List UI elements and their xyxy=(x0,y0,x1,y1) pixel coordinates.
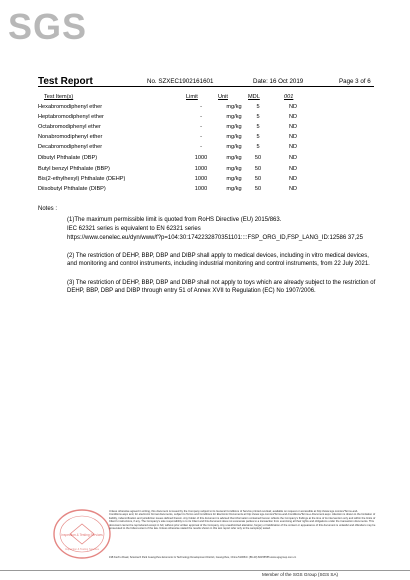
cell-mdl: 5 xyxy=(256,124,260,130)
cell-result: ND xyxy=(288,104,298,110)
footer-address: 198 Kezhu Road, Scientech Park Guangzhou Economic & Technology Development District, Guangzhou, China 510663 t (86-20) 82155555 www.sgsgroup.com.cn xyxy=(109,556,297,559)
cell-limit: - xyxy=(200,114,202,120)
cell-test-item: Octabromodiphenyl ether xyxy=(38,124,101,130)
report-title: Test Report xyxy=(38,76,93,87)
cell-result: ND xyxy=(288,155,298,161)
cell-unit: mg/kg xyxy=(226,144,242,150)
cell-unit: mg/kg xyxy=(226,176,242,182)
seal-label-duplicate: Inspection & Testing Services xyxy=(65,548,99,551)
cell-unit: mg/kg xyxy=(226,104,242,110)
cell-mdl: 50 xyxy=(254,186,262,192)
table-row xyxy=(38,114,374,124)
cell-mdl: 5 xyxy=(256,104,260,110)
cell-limit: - xyxy=(200,144,202,150)
column-header-sample: 001 xyxy=(284,94,294,100)
report-date: Date: 16 Oct 2019 xyxy=(253,78,304,85)
cell-unit: mg/kg xyxy=(226,124,242,130)
cell-mdl: 50 xyxy=(254,155,262,161)
page-number: Page 3 of 6 xyxy=(339,78,371,85)
cell-test-item: Dibutyl Phthalate (DBP) xyxy=(38,155,98,161)
cell-mdl: 5 xyxy=(256,114,260,120)
table-row xyxy=(38,155,374,165)
cell-test-item: Hexabromodiphenyl ether xyxy=(38,104,103,110)
note-1: (1)The maximum permissible limit is quoted from RoHS Directive (EU) 2015/863. xyxy=(67,217,282,223)
cell-test-item: Nonabromodiphenyl ether xyxy=(38,134,103,140)
table-row xyxy=(38,186,374,196)
cell-limit: 1000 xyxy=(194,186,208,192)
table-row xyxy=(38,166,374,176)
cell-result: ND xyxy=(288,176,298,182)
note-3: (3) The restriction of DEHP, BBP, DBP and DIBP shall not apply to toys which are already subject to the restriction of DEHP, BBP, DBP and DIBP through entry 51 of Annex XVII to Regulation (EC) No 1907/2006. xyxy=(67,280,376,295)
cell-unit: mg/kg xyxy=(226,134,242,140)
header-divider xyxy=(38,86,374,87)
table-row xyxy=(38,134,374,144)
cell-test-item: Diisobutyl Phthalate (DIBP) xyxy=(38,186,106,192)
cell-mdl: 5 xyxy=(256,144,260,150)
cell-unit: mg/kg xyxy=(226,166,242,172)
cell-limit: - xyxy=(200,134,202,140)
column-header-test-item: Test Item(s) xyxy=(44,94,74,100)
cell-test-item: Decabromodiphenyl ether xyxy=(38,144,103,150)
note-1-equivalence: IEC 62321 series is equivalent to EN 62321 series xyxy=(67,226,201,232)
cell-result: ND xyxy=(288,134,298,140)
footer-member-text: Member of the SGS Group (SGS SA) xyxy=(262,572,339,577)
note-2: (2) The restriction of DEHP, BBP, DBP and DIBP shall apply to medical devices, including in vitro medical devices, and monitoring and control instruments, including industrial monitoring and control instruments, from 22 July 2021. xyxy=(67,253,370,268)
report-number: No. SZXEC1902161601 xyxy=(147,78,214,85)
cell-test-item: Bis(2-ethylhexyl) Phthalate (DEHP) xyxy=(38,176,126,182)
column-header-limit: Limit xyxy=(186,94,198,100)
table-row xyxy=(38,104,374,114)
cell-limit: 1000 xyxy=(194,155,208,161)
column-header-mdl: MDL xyxy=(248,94,260,100)
cell-test-item: Butyl benzyl Phthalate (BBP) xyxy=(38,166,110,172)
cell-test-item: Heptabromodiphenyl ether xyxy=(38,114,104,120)
footer-divider xyxy=(0,570,410,571)
cell-limit: 1000 xyxy=(194,176,208,182)
table-row xyxy=(38,124,374,134)
note-1-url: https://www.cenelec.eu/dyn/www/f?p=104:30:1742232870351101::::FSP_ORG_ID,FSP_LANG_ID:12586 37,25 xyxy=(67,235,363,241)
notes-label: Notes : xyxy=(38,206,58,212)
cell-mdl: 50 xyxy=(254,176,262,182)
cell-unit: mg/kg xyxy=(226,114,242,120)
cell-mdl: 50 xyxy=(254,166,262,172)
sgs-logo: SGS xyxy=(8,6,88,47)
cell-result: ND xyxy=(288,114,298,120)
cell-mdl: 5 xyxy=(256,134,260,140)
column-header-unit: Unit xyxy=(218,94,228,100)
cell-result: ND xyxy=(288,124,298,130)
cell-result: ND xyxy=(288,166,298,172)
footer-disclaimer: Unless otherwise agreed in writing, this document is issued by the Company subject to its General Conditions of Service printed overleaf, available on request or accessible at http://www.sgs.com/en/Terms-and-Conditions.aspx and, for electronic format documents, subject to Terms and Conditions for Electronic Documents at http://www.sgs.com/en/Terms-and-Conditions/Terms-e-Document.aspx. Attention is drawn to the limitation of liability, indemnification and jurisdiction issues defined therein. Any holder of this document is advised that information contained hereon reflects the Company's findings at the time of its intervention only and within the limits of Client's instructions, if any. The Company's sole responsibility is to its Client and this document does not exonerate parties to a transaction from exercising all their rights and obligations under the transaction documents. This document cannot be reproduced except in full, without prior written approval of the Company. Any unauthorized alteration, forgery or falsification of the content or appearance of this document is unlawful and offenders may be prosecuted to the fullest extent of the law. Unless otherwise stated the results shown in this test report refer only to the sample(s) tested. xyxy=(109,510,376,531)
table-row xyxy=(38,144,374,154)
cell-unit: mg/kg xyxy=(226,155,242,161)
cell-limit: - xyxy=(200,124,202,130)
cell-limit: - xyxy=(200,104,202,110)
cell-limit: 1000 xyxy=(194,166,208,172)
cell-result: ND xyxy=(288,186,298,192)
cell-unit: mg/kg xyxy=(226,186,242,192)
seal-label: Inspection & Testing Services xyxy=(61,533,103,537)
cell-result: ND xyxy=(288,144,298,150)
table-row xyxy=(38,176,374,186)
